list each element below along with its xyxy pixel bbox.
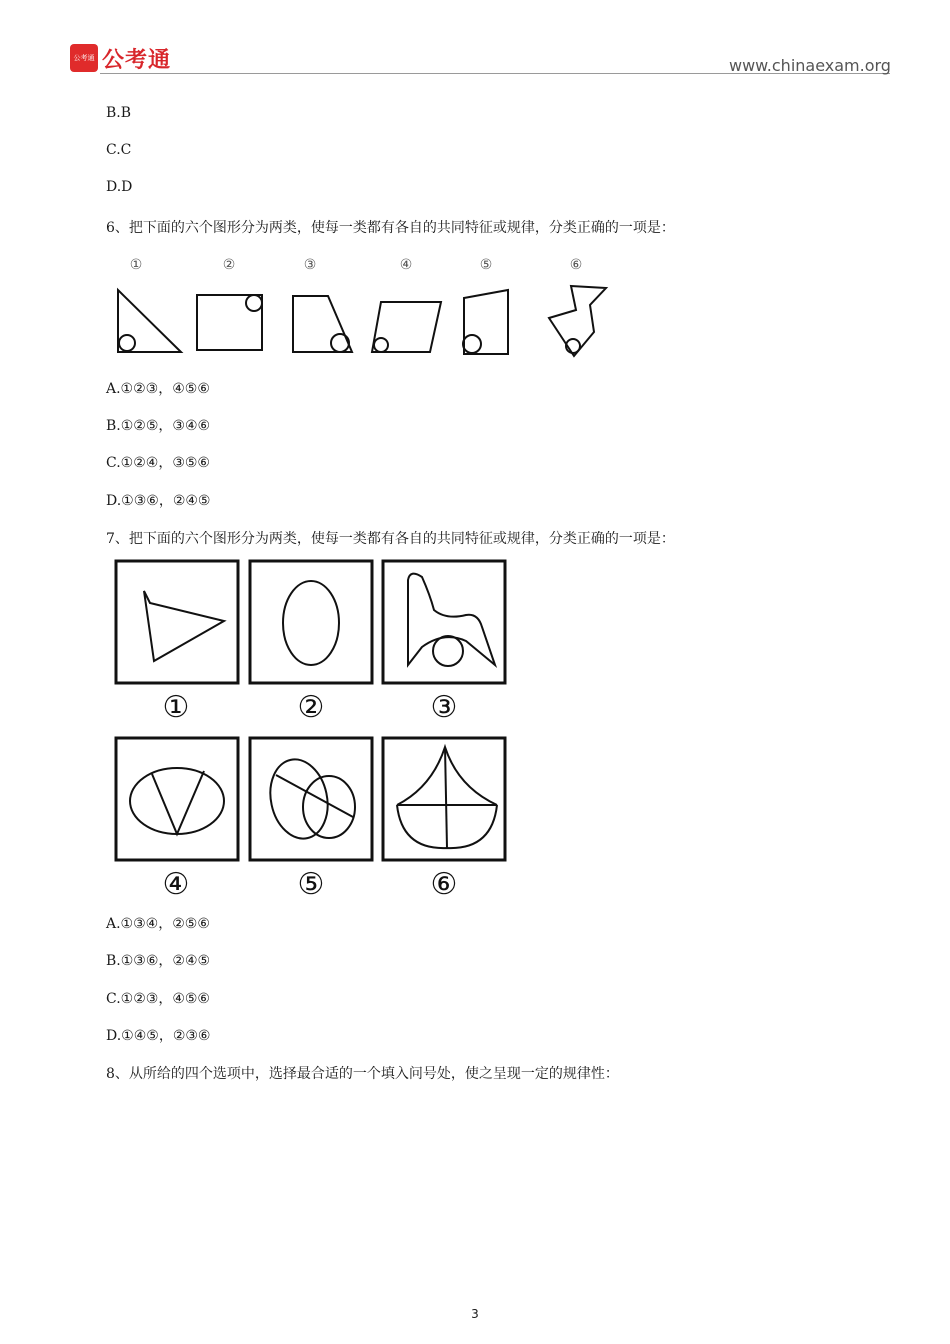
option-d-prev: D.D <box>106 179 133 195</box>
q6-label-6: ⑥ <box>569 257 583 273</box>
q6-option-b: B.①②⑤，③④⑥ <box>106 418 211 434</box>
site-url-link[interactable]: www.chinaexam.org <box>729 56 891 75</box>
q7-shape-6 <box>397 747 497 848</box>
q7-shape-5 <box>263 754 355 844</box>
page-number: 3 <box>471 1307 479 1321</box>
q6-label-5: ⑤ <box>479 257 493 273</box>
q6-label-2: ② <box>222 257 236 273</box>
q6-option-a: A.①②③，④⑤⑥ <box>106 381 210 397</box>
question-7-text: 7、把下面的六个图形分为两类，使每一类都有各自的共同特征或规律，分类正确的一项是： <box>106 531 675 547</box>
q7-shape-4 <box>130 768 224 834</box>
question-6-text: 6、把下面的六个图形分为两类，使每一类都有各自的共同特征或规律，分类正确的一项是： <box>106 220 675 236</box>
q6-label-1: ① <box>129 257 143 273</box>
q7-shape-1 <box>144 591 224 661</box>
q6-label-3: ③ <box>303 257 317 273</box>
q7-label-2: ② <box>297 690 325 725</box>
q7-shape-3 <box>408 574 495 666</box>
question-8-text: 8、从所给的四个选项中，选择最合适的一个填入问号处，使之呈现一定的规律性： <box>106 1066 619 1082</box>
q6-shape-5 <box>463 290 508 354</box>
q6-option-c: C.①②④，③⑤⑥ <box>106 455 210 471</box>
q6-shape-6 <box>549 286 606 356</box>
option-b-prev: B.B <box>106 105 132 121</box>
q6-shape-2 <box>197 295 262 350</box>
q6-shape-4 <box>372 302 441 352</box>
q7-option-a: A.①③④，②⑤⑥ <box>106 916 210 932</box>
option-c-prev: C.C <box>106 142 132 158</box>
q7-option-b: B.①③⑥，②④⑤ <box>106 953 211 969</box>
q7-label-5: ⑤ <box>297 867 325 900</box>
q6-shape-1 <box>118 290 181 352</box>
question-7-figure <box>110 555 515 900</box>
q7-shape-2 <box>283 581 339 665</box>
q7-label-1: ① <box>162 690 190 725</box>
q7-label-3: ③ <box>430 690 458 725</box>
q7-option-d: D.①④⑤，②③⑥ <box>106 1028 211 1044</box>
logo-mark: 公考通 <box>70 44 98 72</box>
question-6-figure <box>106 250 616 362</box>
logo-text: 公考通 <box>102 48 172 73</box>
page-header <box>0 0 950 100</box>
q6-shape-3 <box>293 296 352 352</box>
q6-option-d: D.①③⑥，②④⑤ <box>106 493 211 509</box>
q7-option-c: C.①②③，④⑤⑥ <box>106 991 210 1007</box>
q7-label-6: ⑥ <box>430 867 458 900</box>
q6-label-4: ④ <box>399 257 413 273</box>
q7-label-4: ④ <box>162 867 190 900</box>
